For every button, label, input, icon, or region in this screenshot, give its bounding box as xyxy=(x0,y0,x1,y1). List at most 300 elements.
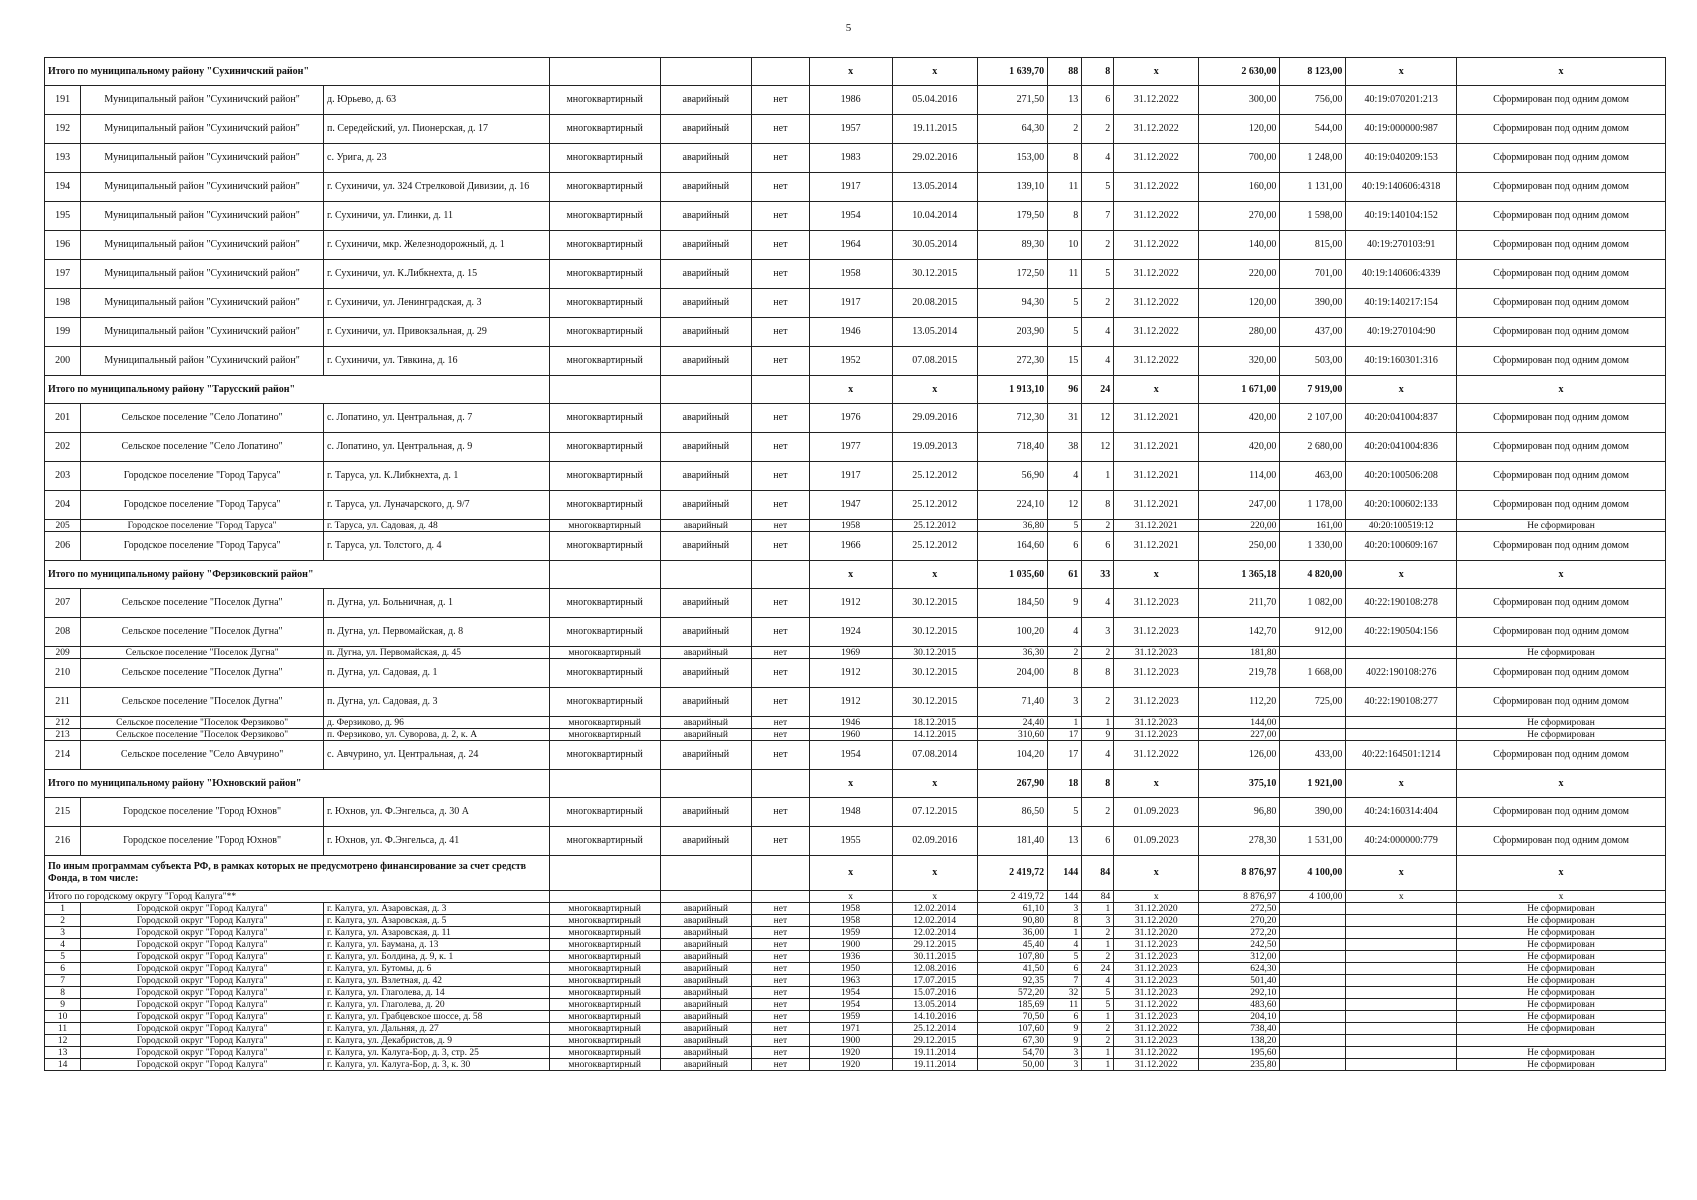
people-cell: 9 xyxy=(1048,1035,1082,1047)
area-cell: 179,50 xyxy=(977,202,1047,231)
resettle-area-cell: 2 630,00 xyxy=(1199,58,1280,86)
date-cell: 07.12.2015 xyxy=(892,798,977,827)
municipality-cell: Городской округ "Город Калуга" xyxy=(81,987,324,999)
cadastral-cell: 40:19:270103:91 xyxy=(1346,231,1457,260)
flag-cell: нет xyxy=(752,987,810,999)
cadastral-cell xyxy=(1346,647,1457,659)
total-row xyxy=(45,376,1666,404)
row-number-cell: 210 xyxy=(45,659,81,688)
building-type-cell: многоквартирный xyxy=(549,963,660,975)
land-status-cell: x xyxy=(1457,856,1666,891)
term-cell: 31.12.2022 xyxy=(1114,115,1199,144)
flats-cell: 8 xyxy=(1082,770,1114,798)
building-type-cell: многоквартирный xyxy=(549,532,660,561)
term-cell: 31.12.2023 xyxy=(1114,1035,1199,1047)
land-status-cell: Сформирован под одним домом xyxy=(1457,347,1666,376)
year-cell: 1976 xyxy=(809,404,892,433)
date-cell: 18.12.2015 xyxy=(892,717,977,729)
land-status-cell: Сформирован под одним домом xyxy=(1457,741,1666,770)
land-status-cell: Не сформирован xyxy=(1457,729,1666,741)
cadastral-cell xyxy=(1346,915,1457,927)
area-cell: 224,10 xyxy=(977,491,1047,520)
term-cell: 31.12.2022 xyxy=(1114,231,1199,260)
flag-cell: нет xyxy=(752,717,810,729)
row-number-cell: 13 xyxy=(45,1047,81,1059)
cost-cell xyxy=(1280,717,1346,729)
building-type-cell: многоквартирный xyxy=(549,1059,660,1071)
year-cell: 1971 xyxy=(809,1023,892,1035)
condition-cell: аварийный xyxy=(660,318,752,347)
condition-cell: аварийный xyxy=(660,433,752,462)
people-cell: 8 xyxy=(1048,659,1082,688)
cost-cell: 1 131,00 xyxy=(1280,173,1346,202)
municipality-cell: Городское поселение "Город Таруса" xyxy=(81,532,324,561)
flats-cell: 2 xyxy=(1082,231,1114,260)
building-type-cell: многоквартирный xyxy=(549,1011,660,1023)
table-row xyxy=(45,999,1666,1011)
resettle-area-cell: 375,10 xyxy=(1199,770,1280,798)
land-status-cell: Сформирован под одним домом xyxy=(1457,173,1666,202)
term-cell: 31.12.2020 xyxy=(1114,903,1199,915)
flag-cell: нет xyxy=(752,289,810,318)
area-cell: 86,50 xyxy=(977,798,1047,827)
cost-cell xyxy=(1280,1011,1346,1023)
area-cell: 24,40 xyxy=(977,717,1047,729)
table-row xyxy=(45,939,1666,951)
address-cell: г. Калуга, ул. Азаровская, д. 3 xyxy=(324,903,550,915)
cost-cell: 756,00 xyxy=(1280,86,1346,115)
cost-cell: 1 668,00 xyxy=(1280,659,1346,688)
year-cell: 1964 xyxy=(809,231,892,260)
cost-cell: 1 598,00 xyxy=(1280,202,1346,231)
date-cell: 30.11.2015 xyxy=(892,951,977,963)
term-cell: 31.12.2023 xyxy=(1114,987,1199,999)
resettle-area-cell: 300,00 xyxy=(1199,86,1280,115)
empty-cell xyxy=(660,770,752,798)
people-cell: 6 xyxy=(1048,963,1082,975)
flag-cell: нет xyxy=(752,173,810,202)
flag-cell: нет xyxy=(752,741,810,770)
condition-cell: аварийный xyxy=(660,144,752,173)
flats-cell: 4 xyxy=(1082,144,1114,173)
resettle-area-cell: 1 365,18 xyxy=(1199,561,1280,589)
municipality-cell: Сельское поселение "Поселок Дугна" xyxy=(81,647,324,659)
resettle-area-cell: 312,00 xyxy=(1199,951,1280,963)
land-status-cell: Сформирован под одним домом xyxy=(1457,318,1666,347)
area-cell: 71,40 xyxy=(977,688,1047,717)
cost-cell xyxy=(1280,951,1346,963)
year-cell: 1936 xyxy=(809,951,892,963)
area-cell: 90,80 xyxy=(977,915,1047,927)
table-row xyxy=(45,289,1666,318)
row-number-cell: 201 xyxy=(45,404,81,433)
cost-cell: 4 820,00 xyxy=(1280,561,1346,589)
year-cell: 1947 xyxy=(809,491,892,520)
flag-cell: нет xyxy=(752,975,810,987)
row-number-cell: 10 xyxy=(45,1011,81,1023)
term-cell: x xyxy=(1114,58,1199,86)
cadastral-cell: 40:22:164501:1214 xyxy=(1346,741,1457,770)
cadastral-cell: 40:19:160301:316 xyxy=(1346,347,1457,376)
term-cell: 31.12.2022 xyxy=(1114,347,1199,376)
people-cell: 5 xyxy=(1048,318,1082,347)
table-row xyxy=(45,520,1666,532)
cadastral-cell: x xyxy=(1346,376,1457,404)
total-row xyxy=(45,58,1666,86)
resettle-area-cell: 250,00 xyxy=(1199,532,1280,561)
resettle-area-cell: 195,60 xyxy=(1199,1047,1280,1059)
date-cell: 29.02.2016 xyxy=(892,144,977,173)
cost-cell: 725,00 xyxy=(1280,688,1346,717)
table-body xyxy=(45,58,1666,1071)
flag-cell: нет xyxy=(752,903,810,915)
municipality-cell: Муниципальный район "Сухиничский район" xyxy=(81,260,324,289)
total-label: Итого по муниципальному району "Ферзиковский район" xyxy=(45,561,550,589)
flats-cell: 2 xyxy=(1082,289,1114,318)
building-type-cell: многоквартирный xyxy=(549,827,660,856)
condition-cell: аварийный xyxy=(660,289,752,318)
municipality-cell: Муниципальный район "Сухиничский район" xyxy=(81,144,324,173)
area-cell: 139,10 xyxy=(977,173,1047,202)
people-cell: 2 xyxy=(1048,647,1082,659)
flats-cell: 3 xyxy=(1082,915,1114,927)
table-row xyxy=(45,202,1666,231)
term-cell: 31.12.2023 xyxy=(1114,717,1199,729)
term-cell: 31.12.2022 xyxy=(1114,1023,1199,1035)
municipality-cell: Городской округ "Город Калуга" xyxy=(81,927,324,939)
row-number-cell: 195 xyxy=(45,202,81,231)
building-type-cell: многоквартирный xyxy=(549,589,660,618)
cost-cell: 463,00 xyxy=(1280,462,1346,491)
people-cell: 8 xyxy=(1048,202,1082,231)
resettle-area-cell: 112,20 xyxy=(1199,688,1280,717)
people-cell: 5 xyxy=(1048,951,1082,963)
flats-cell: 4 xyxy=(1082,589,1114,618)
cost-cell xyxy=(1280,647,1346,659)
term-cell: 31.12.2023 xyxy=(1114,589,1199,618)
table-row xyxy=(45,963,1666,975)
address-cell: с. Авчурино, ул. Центральная, д. 24 xyxy=(324,741,550,770)
flag-cell: нет xyxy=(752,1047,810,1059)
resettle-area-cell: 220,00 xyxy=(1199,520,1280,532)
resettle-area-cell: 120,00 xyxy=(1199,115,1280,144)
condition-cell: аварийный xyxy=(660,589,752,618)
row-number-cell: 11 xyxy=(45,1023,81,1035)
people-cell: 61 xyxy=(1048,561,1082,589)
cadastral-cell xyxy=(1346,903,1457,915)
address-cell: г. Калуга, ул. Глаголева, д. 20 xyxy=(324,999,550,1011)
date-cell: 19.11.2014 xyxy=(892,1047,977,1059)
table-row xyxy=(45,1023,1666,1035)
land-status-cell: Сформирован под одним домом xyxy=(1457,491,1666,520)
cost-cell: 1 531,00 xyxy=(1280,827,1346,856)
table-row xyxy=(45,975,1666,987)
address-cell: г. Калуга, ул. Баумана, д. 13 xyxy=(324,939,550,951)
people-cell: 96 xyxy=(1048,376,1082,404)
date-cell: 15.07.2016 xyxy=(892,987,977,999)
empty-cell xyxy=(660,891,752,903)
cadastral-cell xyxy=(1346,987,1457,999)
condition-cell: аварийный xyxy=(660,347,752,376)
year-cell: 1900 xyxy=(809,1035,892,1047)
date-cell: 29.12.2015 xyxy=(892,939,977,951)
resettle-area-cell: 142,70 xyxy=(1199,618,1280,647)
row-number-cell: 213 xyxy=(45,729,81,741)
people-cell: 32 xyxy=(1048,987,1082,999)
municipality-cell: Городской округ "Город Калуга" xyxy=(81,963,324,975)
building-type-cell: многоквартирный xyxy=(549,115,660,144)
municipality-cell: Муниципальный район "Сухиничский район" xyxy=(81,318,324,347)
municipality-cell: Городской округ "Город Калуга" xyxy=(81,999,324,1011)
date-cell: 29.12.2015 xyxy=(892,1035,977,1047)
resettle-area-cell: 247,00 xyxy=(1199,491,1280,520)
date-cell: 12.08.2016 xyxy=(892,963,977,975)
land-status-cell: x xyxy=(1457,376,1666,404)
row-number-cell: 197 xyxy=(45,260,81,289)
resettle-area-cell: 624,30 xyxy=(1199,963,1280,975)
term-cell: 31.12.2022 xyxy=(1114,741,1199,770)
resettle-area-cell: 483,60 xyxy=(1199,999,1280,1011)
flats-cell: 8 xyxy=(1082,491,1114,520)
building-type-cell: многоквартирный xyxy=(549,1047,660,1059)
area-cell: 2 419,72 xyxy=(977,856,1047,891)
flats-cell: 8 xyxy=(1082,58,1114,86)
flag-cell: нет xyxy=(752,404,810,433)
people-cell: 144 xyxy=(1048,856,1082,891)
municipality-cell: Городской округ "Город Калуга" xyxy=(81,1059,324,1071)
cost-cell xyxy=(1280,975,1346,987)
cadastral-cell: 40:24:160314:404 xyxy=(1346,798,1457,827)
cost-cell: 7 919,00 xyxy=(1280,376,1346,404)
people-cell: 17 xyxy=(1048,729,1082,741)
condition-cell: аварийный xyxy=(660,987,752,999)
date-cell: 19.11.2014 xyxy=(892,1059,977,1071)
cadastral-cell: x xyxy=(1346,891,1457,903)
people-cell: 3 xyxy=(1048,688,1082,717)
cadastral-cell: x xyxy=(1346,770,1457,798)
cost-cell xyxy=(1280,1047,1346,1059)
date-cell: 25.12.2012 xyxy=(892,462,977,491)
term-cell: 31.12.2022 xyxy=(1114,289,1199,318)
flag-cell: нет xyxy=(752,520,810,532)
term-cell: x xyxy=(1114,561,1199,589)
building-type-cell: многоквартирный xyxy=(549,688,660,717)
people-cell: 5 xyxy=(1048,289,1082,318)
flats-cell: 24 xyxy=(1082,376,1114,404)
municipality-cell: Муниципальный район "Сухиничский район" xyxy=(81,231,324,260)
term-cell: x xyxy=(1114,770,1199,798)
people-cell: 12 xyxy=(1048,491,1082,520)
flats-cell: 2 xyxy=(1082,115,1114,144)
date-cell: 25.12.2014 xyxy=(892,1023,977,1035)
address-cell: д. Юрьево, д. 63 xyxy=(324,86,550,115)
empty-cell xyxy=(549,561,660,589)
row-number-cell: 192 xyxy=(45,115,81,144)
people-cell: 1 xyxy=(1048,717,1082,729)
flats-cell: 1 xyxy=(1082,903,1114,915)
resettle-area-cell: 420,00 xyxy=(1199,433,1280,462)
municipality-cell: Городской округ "Город Калуга" xyxy=(81,1011,324,1023)
land-status-cell: x xyxy=(1457,58,1666,86)
term-cell: 31.12.2021 xyxy=(1114,532,1199,561)
area-cell: 36,00 xyxy=(977,927,1047,939)
flag-cell: нет xyxy=(752,86,810,115)
year-cell: 1960 xyxy=(809,729,892,741)
year-cell: 1983 xyxy=(809,144,892,173)
address-cell: г. Юхнов, ул. Ф.Энгельса, д. 30 А xyxy=(324,798,550,827)
condition-cell: аварийный xyxy=(660,115,752,144)
flats-cell: 1 xyxy=(1082,939,1114,951)
building-type-cell: многоквартирный xyxy=(549,202,660,231)
row-number-cell: 206 xyxy=(45,532,81,561)
cadastral-cell xyxy=(1346,927,1457,939)
row-number-cell: 196 xyxy=(45,231,81,260)
area-cell: 712,30 xyxy=(977,404,1047,433)
date-cell: 25.12.2012 xyxy=(892,520,977,532)
land-status-cell: Не сформирован xyxy=(1457,975,1666,987)
people-cell: 13 xyxy=(1048,827,1082,856)
row-number-cell: 12 xyxy=(45,1035,81,1047)
cadastral-cell xyxy=(1346,717,1457,729)
table-row xyxy=(45,647,1666,659)
empty-cell xyxy=(752,561,810,589)
row-number-cell: 204 xyxy=(45,491,81,520)
resettle-area-cell: 114,00 xyxy=(1199,462,1280,491)
address-cell: г. Калуга, ул. Азаровская, д. 5 xyxy=(324,915,550,927)
area-cell: 2 419,72 xyxy=(977,891,1047,903)
flats-cell: 1 xyxy=(1082,717,1114,729)
flag-cell: нет xyxy=(752,939,810,951)
condition-cell: аварийный xyxy=(660,1059,752,1071)
municipality-cell: Городской округ "Город Калуга" xyxy=(81,1035,324,1047)
term-cell: 31.12.2022 xyxy=(1114,86,1199,115)
municipality-cell: Городской округ "Город Калуга" xyxy=(81,915,324,927)
total-row xyxy=(45,561,1666,589)
condition-cell: аварийный xyxy=(660,999,752,1011)
building-type-cell: многоквартирный xyxy=(549,951,660,963)
area-cell: 107,60 xyxy=(977,1023,1047,1035)
flats-cell: 2 xyxy=(1082,688,1114,717)
year-cell: x xyxy=(809,58,892,86)
table-row xyxy=(45,260,1666,289)
building-type-cell: многоквартирный xyxy=(549,798,660,827)
table-row xyxy=(45,1011,1666,1023)
year-cell: 1963 xyxy=(809,975,892,987)
people-cell: 31 xyxy=(1048,404,1082,433)
condition-cell: аварийный xyxy=(660,462,752,491)
resettle-area-cell: 1 671,00 xyxy=(1199,376,1280,404)
date-cell: 17.07.2015 xyxy=(892,975,977,987)
building-type-cell: многоквартирный xyxy=(549,318,660,347)
resettle-area-cell: 181,80 xyxy=(1199,647,1280,659)
term-cell: 31.12.2022 xyxy=(1114,1059,1199,1071)
flag-cell: нет xyxy=(752,589,810,618)
table-row xyxy=(45,659,1666,688)
flats-cell: 4 xyxy=(1082,975,1114,987)
cost-cell xyxy=(1280,1035,1346,1047)
cost-cell: 1 082,00 xyxy=(1280,589,1346,618)
total-row xyxy=(45,770,1666,798)
flats-cell: 2 xyxy=(1082,951,1114,963)
building-type-cell: многоквартирный xyxy=(549,260,660,289)
table-row xyxy=(45,798,1666,827)
condition-cell: аварийный xyxy=(660,903,752,915)
building-type-cell: многоквартирный xyxy=(549,987,660,999)
land-status-cell: Сформирован под одним домом xyxy=(1457,827,1666,856)
row-number-cell: 199 xyxy=(45,318,81,347)
land-status-cell: Сформирован под одним домом xyxy=(1457,86,1666,115)
empty-cell xyxy=(549,770,660,798)
people-cell: 17 xyxy=(1048,741,1082,770)
year-cell: 1957 xyxy=(809,115,892,144)
building-type-cell: многоквартирный xyxy=(549,729,660,741)
flats-cell: 7 xyxy=(1082,202,1114,231)
cost-cell xyxy=(1280,999,1346,1011)
condition-cell: аварийный xyxy=(660,688,752,717)
flats-cell: 3 xyxy=(1082,618,1114,647)
area-cell: 100,20 xyxy=(977,618,1047,647)
term-cell: 31.12.2023 xyxy=(1114,975,1199,987)
row-number-cell: 8 xyxy=(45,987,81,999)
land-status-cell: Сформирован под одним домом xyxy=(1457,659,1666,688)
term-cell: 31.12.2023 xyxy=(1114,729,1199,741)
table-row xyxy=(45,144,1666,173)
area-cell: 271,50 xyxy=(977,86,1047,115)
cadastral-cell: 40:20:041004:836 xyxy=(1346,433,1457,462)
year-cell: 1900 xyxy=(809,939,892,951)
date-cell: 30.12.2015 xyxy=(892,659,977,688)
flag-cell: нет xyxy=(752,798,810,827)
area-cell: 1 913,10 xyxy=(977,376,1047,404)
flats-cell: 1 xyxy=(1082,462,1114,491)
land-status-cell: Не сформирован xyxy=(1457,717,1666,729)
flats-cell: 1 xyxy=(1082,1011,1114,1023)
date-cell: 02.09.2016 xyxy=(892,827,977,856)
address-cell: с. Лопатино, ул. Центральная, д. 7 xyxy=(324,404,550,433)
municipality-cell: Городской округ "Город Калуга" xyxy=(81,903,324,915)
municipality-cell: Городской округ "Город Калуга" xyxy=(81,1023,324,1035)
table-row xyxy=(45,404,1666,433)
people-cell: 4 xyxy=(1048,939,1082,951)
cost-cell xyxy=(1280,903,1346,915)
resettle-area-cell: 700,00 xyxy=(1199,144,1280,173)
building-type-cell: многоквартирный xyxy=(549,927,660,939)
resettle-area-cell: 160,00 xyxy=(1199,173,1280,202)
resettle-area-cell: 8 876,97 xyxy=(1199,891,1280,903)
land-status-cell: x xyxy=(1457,561,1666,589)
row-number-cell: 202 xyxy=(45,433,81,462)
empty-cell xyxy=(660,561,752,589)
year-cell: 1946 xyxy=(809,717,892,729)
empty-cell xyxy=(752,891,810,903)
cost-cell: 1 248,00 xyxy=(1280,144,1346,173)
row-number-cell: 205 xyxy=(45,520,81,532)
year-cell: 1958 xyxy=(809,520,892,532)
cadastral-cell xyxy=(1346,1023,1457,1035)
year-cell: x xyxy=(809,561,892,589)
area-cell: 572,20 xyxy=(977,987,1047,999)
address-cell: г. Калуга, ул. Азаровская, д. 11 xyxy=(324,927,550,939)
table-row xyxy=(45,618,1666,647)
date-cell: 12.02.2014 xyxy=(892,915,977,927)
flats-cell: 24 xyxy=(1082,963,1114,975)
municipality-cell: Сельское поселение "Поселок Дугна" xyxy=(81,659,324,688)
building-type-cell: многоквартирный xyxy=(549,433,660,462)
flag-cell: нет xyxy=(752,951,810,963)
land-status-cell: Сформирован под одним домом xyxy=(1457,798,1666,827)
year-cell: 1954 xyxy=(809,202,892,231)
land-status-cell: Не сформирован xyxy=(1457,999,1666,1011)
